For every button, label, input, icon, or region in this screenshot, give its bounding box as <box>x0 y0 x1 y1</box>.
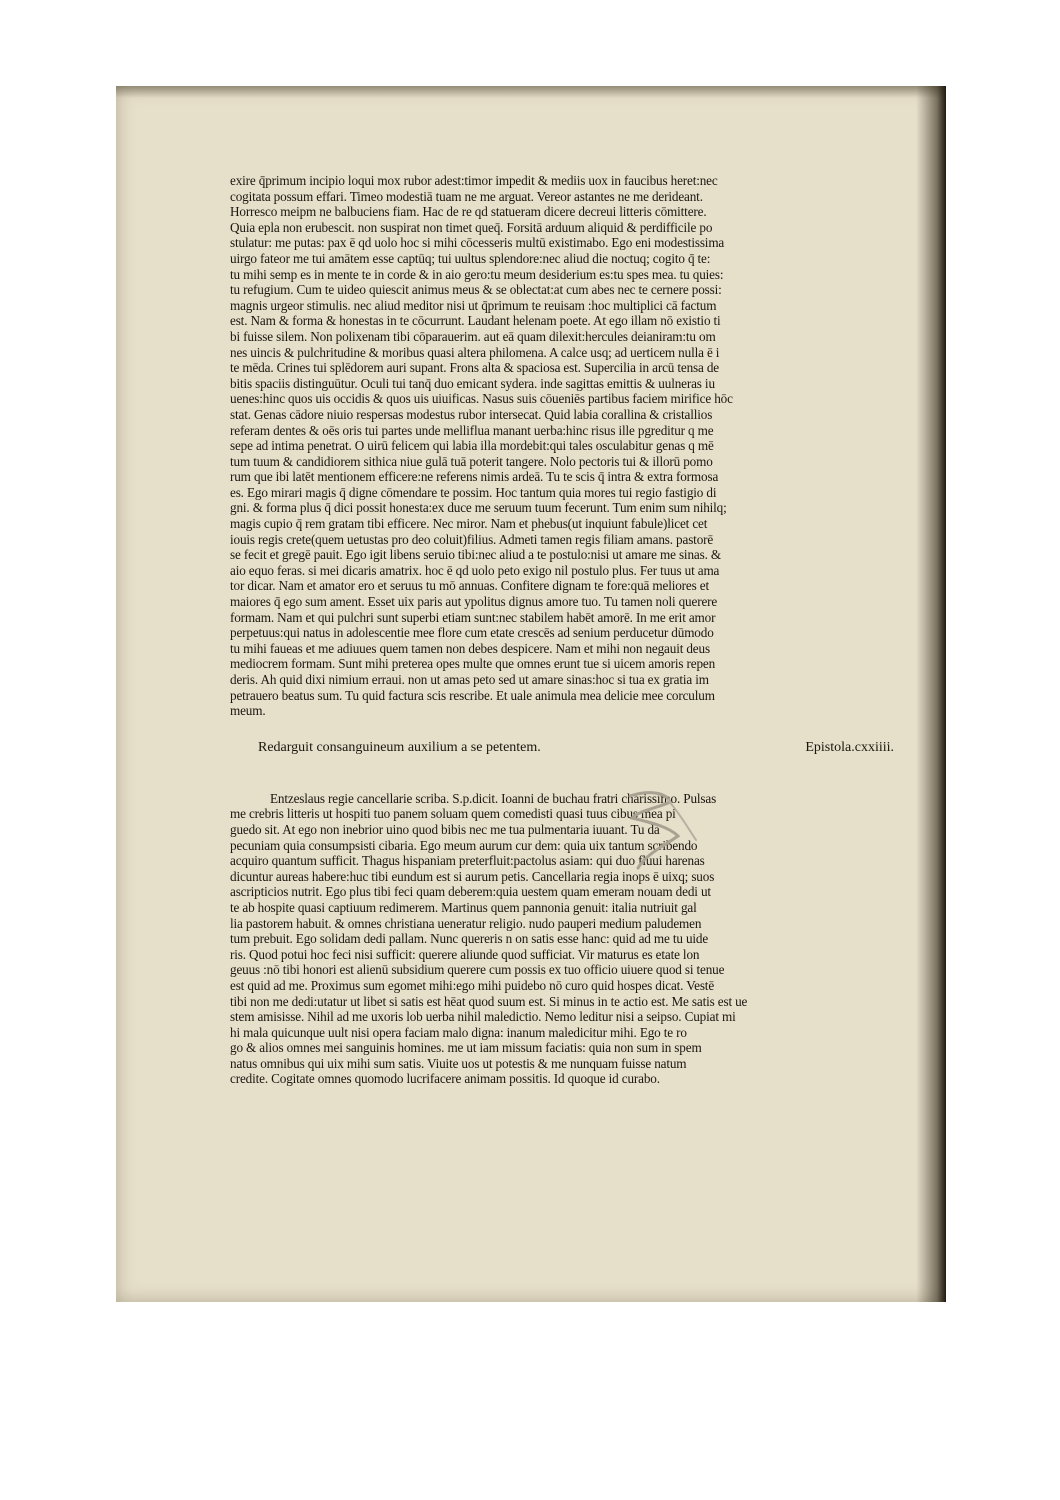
text-line: Entzeslaus regie cancellarie scriba. S.p.dicit. Ioanni de buchau fratri charissimo. Pulsas <box>270 790 717 806</box>
text-line: go & alios omnes mei sanguinis homines. me ut iam missum faciatis: quia non sum in spem <box>230 1040 702 1056</box>
text-line: meum. <box>230 703 266 719</box>
text-line: magnis urgeor stimulis. nec aliud meditor nisi ut q̄primum te reuisam :hoc multiplici cā factum <box>230 297 717 313</box>
text-line: tum prebuit. Ego solidam dedi pallam. Nunc quereris n on satis esse hanc: quid ad me tu uide <box>230 931 709 947</box>
text-line: uenes:hinc quos uis occidis & quos uis uiuificas. Nasus suis cōueniēs partibus faciem mirifice hōc <box>230 391 733 407</box>
text-line: tu refugium. Cum te uideo quiescit animus meus & se oblectat:at cum abes nec te cernere possi: <box>230 282 722 298</box>
text-line: tum tuum & candidiorem sithica niue gulā tuā poterit tangere. Nolo pectoris tui & illorū pomo <box>230 453 713 469</box>
text-line: me crebris litteris ut hospiti tuo panem soluam quem comedisti quasi tuus cibus mea pi <box>230 806 676 822</box>
text-line: te mēda. Crines tui splēdorem auri supant. Frons alta & spaciosa est. Supercilia in arcū tensa de <box>230 360 720 376</box>
text-line: pecuniam quia consumpsisti cibaria. Ego meum aurum cur dem: quia uix tantum scribendo <box>230 837 698 853</box>
letter-two <box>230 791 900 1087</box>
text-line: ascripticios nutrit. Ego plus tibi feci quam deberem:quia uestem quam emeram nouam dedi ut <box>230 884 711 900</box>
text-line: uirgo fateor me tui amātem esse captūq; tui uultus splendore:nec aliud die noctuq; cogito q̄ te: <box>230 250 711 266</box>
text-line: exire q̄primum incipio loqui mox rubor adest:timor impedit & mediis uox in faucibus heret:nec <box>230 173 718 188</box>
text-line: Quia epla non erubescit. non suspirat non timet queq̄. Forsitā arduum aliquid & perdifficile po <box>230 219 713 235</box>
text-line: dicuntur aureas habere:huc tibi eundum est si aurum petis. Cancellaria regia inops ē uixq; suos <box>230 868 715 884</box>
text-line: rum que ibi latēt mentionem efficere:ne referens nimis ardeā. Tu te scis q̄ intra & extra formosa <box>230 469 719 485</box>
text-line: iouis regis crete(quem uetustas pro deo coluit)filius. Admeti tamen regis filiam amans. pastorē <box>230 531 714 547</box>
text-line: sepe ad intima penetrat. O uirū felicem qui labia illa mordebit:qui tales osculabitur genas q mē <box>230 438 714 454</box>
text-line: es. Ego mirari magis q̄ digne cōmendare te possim. Hoc tantum quia mores tui regio fastigio di <box>230 484 717 500</box>
text-line: bi fuisse silem. Non polixenam tibi cōparauerim. aut eā quam dilexit:hercules deianiram:tu om <box>230 328 716 344</box>
binding-shadow <box>916 86 946 1302</box>
text-line: stulatur: me putas: pax ē qd uolo hoc si mihi cōcesseris multū existimabo. Ego eni modestissima <box>230 235 725 251</box>
text-line: hi mala quicunque uult nisi opera faciam malo digna: inanum maledicitur mihi. Ego te ro <box>230 1024 687 1040</box>
text-line: est quid ad me. Proximus sum egomet mihi:ego mihi puidebo nō curo quid hospes dicat. Vestē <box>230 977 715 993</box>
text-line: deris. Ah quid dixi nimium erraui. non ut amas peto sed ut amare sinas:hoc si tua ex gratia im <box>230 672 709 687</box>
epistle-number: Epistola.cxxiiii. <box>805 739 894 755</box>
text-line: guedo sit. At ego non inebrior uino quod bibis nec me tua pulmentaria iuuant. Tu da <box>230 821 660 837</box>
letter-one <box>230 173 900 719</box>
text-line: geuus :nō tibi honori est alienū subsidium querere cum possis ex tuo officio uiuere quod si tenue <box>230 962 725 978</box>
text-line: nes uincis & pulchritudine & moribus quasi altera philomena. A calce usq; ad uerticem nulla ē i <box>230 344 720 360</box>
text-line: aio equo feras. si mei dicaris amatrix. hoc ē qd uolo peto exigo nil postulo plus. Fer tuus ut ama <box>230 562 720 578</box>
text-line: tor dicar. Nam et amator ero et seruus tu mō annuas. Confitere dignam te fore:quā meliores et <box>230 578 709 594</box>
text-line: se fecit et gregē pauit. Ego igit libens seruio tibi:nec aliud a te postulo:nisi ut amare me sinas. & <box>230 547 721 563</box>
text-line: tibi non me dedi:utatur ut libet si satis est hēat quod suum est. Si minus in te actio est. Me satis est ue <box>230 993 748 1009</box>
text-line: cogitata possum effari. Timeo modestiā tuam ne me arguat. Vereor astantes ne me derideant. <box>230 188 703 204</box>
text-line: te ab hospite quasi captiuum redimerem. Martinus quem pannonia genuit: italia nutriuit gal <box>230 899 697 915</box>
text-line: ris. Quod potui hoc feci nisi sufficit: querere aliunde quod sufficiat. Vir maturus es etate lon <box>230 946 700 962</box>
text-line: referam dentes & oēs oris tui partes unde melliflua manant uerba:hinc risus ille pgreditur q me <box>230 422 714 438</box>
text-line: est. Nam & forma & honestas in te cōcurrunt. Laudant helenam poete. At ego illam nō existio ti <box>230 313 721 329</box>
epistle-heading-title: Redarguit consanguineum auxilium a se petentem. <box>258 739 541 755</box>
text-line: stat. Genas cādore niuio respersas modestus rubor intersecat. Quid labia corallina & cristallios <box>230 406 713 422</box>
text-line: perpetuus:qui natus in adolescentie mee flore cum etate crescēs ad senium perducetur dūmodo <box>230 625 714 641</box>
marginal-flourish-mark <box>618 788 718 878</box>
text-line: lia pastorem habuit. & omnes christiana ueneratur religio. nudo pauperi medium paludemen <box>230 915 702 931</box>
text-block <box>230 173 900 1087</box>
text-line: mediocrem formam. Sunt mihi preterea opes multe que omnes erunt tue si uicem amoris repen <box>230 656 716 672</box>
text-line: stem amisisse. Nihil ad me uxoris lob uerba nihil maledictio. Nemo leditur nisi a seipso. Cupiat mi <box>230 1009 736 1025</box>
page-top-shadow <box>116 86 946 98</box>
text-line: gni. & forma plus q̄ dici possit honesta:ex duce me seruum tuum fecerunt. Tum enim sum nihilq; <box>230 500 727 516</box>
text-line: credite. Cogitate omnes quomodo lucrifacere animam possitis. Id quoque id curabo. <box>230 1071 660 1087</box>
text-line: formam. Nam et qui pulchri sunt superbi etiam sunt:nec stabilem habēt amorē. In me erit amor <box>230 609 716 625</box>
text-line: natus omnibus qui uix mihi sum satis. Viuite uos ut potestis & me nunquam fuisse natum <box>230 1055 687 1071</box>
text-line: acquiro quantum sufficit. Thagus hispaniam preterfluit:pactolus asiam: qui duo fluui harenas <box>230 853 705 869</box>
text-line: magis cupio q̄ rem gratam tibi efficere. Nec miror. Nam et phebus(ut inquiunt fabule)licet cet <box>230 516 708 532</box>
text-line: tu mihi semp es in mente te in corde & in aio gero:tu meum desiderium es:tu spes mea. tu quies: <box>230 266 724 282</box>
text-line: maiores q̄ ego sum ament. Esset uix paris aut ypolitus dignus amore tuo. Tu tamen noli querere <box>230 594 718 610</box>
text-line: bitis spaciis distinguūtur. Oculi tui tanq̄ duo emicant sydera. inde sagittas emittis & uulneras iu <box>230 375 715 391</box>
epistle-heading <box>230 739 900 757</box>
text-line: tu mihi faueas et me adiuues quem tamen non debes despicere. Nam et mihi non negauit deus <box>230 640 710 656</box>
text-line: Horresco meipm ne balbuciens fiam. Hac de re qd statueram dicere decreui litteris cōmittere. <box>230 204 707 220</box>
text-line: petrauero beatus sum. Tu quid factura scis rescribe. Et uale animula mea delicie mee corculum <box>230 687 715 703</box>
